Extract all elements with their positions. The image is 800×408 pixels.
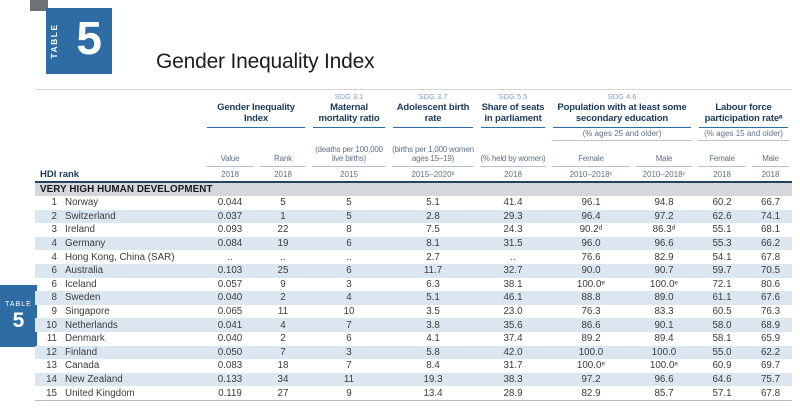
country-cell bbox=[35, 318, 203, 332]
value-cell: 7 bbox=[257, 346, 309, 360]
sdg-tag: SDG 4.6 bbox=[607, 92, 637, 102]
year-cell: 2018 bbox=[274, 169, 292, 179]
value-cell: 90.1 bbox=[633, 318, 695, 332]
value-cell: 3 bbox=[309, 346, 389, 360]
country-cell bbox=[35, 305, 203, 319]
value-cell: 100.0ᵉ bbox=[576, 360, 606, 372]
value-cell: 89.0 bbox=[633, 291, 695, 305]
section-title: VERY HIGH HUMAN DEVELOPMENT bbox=[35, 183, 792, 196]
value-cell: 3.5 bbox=[426, 306, 440, 318]
country-cell bbox=[35, 332, 203, 346]
country-name: Finland bbox=[65, 346, 98, 358]
value-cell: 65.9 bbox=[760, 333, 781, 345]
col-header-educ-male: Male bbox=[633, 141, 695, 167]
value-cell: 29.3 bbox=[477, 210, 549, 224]
value-cell: 6 bbox=[346, 333, 352, 345]
value-cell: 41.4 bbox=[503, 197, 523, 209]
hdi-rank-value: 12 bbox=[46, 346, 57, 358]
value-cell: 0.037 bbox=[203, 210, 257, 224]
value-cell: 61.1 bbox=[695, 291, 749, 305]
value-cell: 80.6 bbox=[760, 278, 781, 290]
col-header-lfp-female: Female bbox=[695, 141, 749, 167]
value-cell: 35.6 bbox=[477, 318, 549, 332]
value-cell: 76.3 bbox=[581, 306, 601, 318]
table-row bbox=[35, 278, 792, 292]
value-cell: 27 bbox=[277, 387, 289, 399]
col-header-abr-unit: (births per 1,000 women ages 15–19) bbox=[389, 141, 477, 167]
table-row bbox=[35, 346, 792, 360]
table-row bbox=[35, 210, 792, 224]
value-cell: 100.0ᵉ bbox=[649, 278, 679, 290]
value-cell: 18 bbox=[277, 360, 289, 372]
value-cell: 19 bbox=[257, 237, 309, 251]
group-header-labour-force bbox=[695, 92, 792, 128]
col-header-rank: Rank bbox=[257, 141, 309, 167]
table-row bbox=[35, 318, 792, 332]
value-cell: 100.0 bbox=[549, 346, 633, 360]
group-header-seats-parliament bbox=[477, 92, 549, 128]
value-cell: 67.8 bbox=[760, 387, 781, 399]
group-header-maternal-mortality bbox=[309, 92, 389, 128]
value-cell: 100.0 bbox=[633, 346, 695, 360]
group-header-secondary-education bbox=[549, 92, 695, 128]
hdi-rank-value: 9 bbox=[51, 306, 57, 318]
hdi-rank-value: 10 bbox=[46, 319, 57, 331]
country-cell bbox=[35, 196, 203, 210]
year-cell: 2018 bbox=[761, 169, 780, 179]
year-cell: 2015 bbox=[340, 169, 358, 179]
value-cell: 6 bbox=[309, 264, 389, 278]
value-cell: 5 bbox=[309, 210, 389, 224]
value-cell: 57.1 bbox=[712, 387, 732, 399]
year-cell: 2010–2018ᶜ bbox=[642, 169, 686, 179]
table-row bbox=[35, 386, 792, 400]
value-cell: 66.7 bbox=[760, 197, 781, 209]
value-cell: 3 bbox=[346, 278, 352, 290]
value-cell: .. bbox=[510, 251, 516, 263]
country-cell bbox=[35, 210, 203, 224]
value-cell: 69.7 bbox=[760, 360, 781, 372]
value-cell: 7 bbox=[309, 318, 389, 332]
value-cell: 86.6 bbox=[549, 318, 633, 332]
country-name: Australia bbox=[65, 265, 104, 277]
value-cell: 0.050 bbox=[203, 346, 257, 360]
value-cell: 90.0 bbox=[549, 264, 633, 278]
country-cell bbox=[35, 223, 203, 237]
value-cell: 28.9 bbox=[503, 387, 523, 399]
value-cell: .. bbox=[280, 251, 286, 263]
table-row bbox=[35, 264, 792, 278]
value-cell: 0.041 bbox=[203, 318, 257, 332]
group-title: Gender Inequality Index bbox=[207, 103, 305, 128]
hdi-rank-value: 15 bbox=[46, 387, 57, 399]
country-name: Ireland bbox=[65, 224, 95, 236]
table-row bbox=[35, 332, 792, 346]
value-cell: 0.093 bbox=[217, 224, 243, 236]
col-header-mmr-unit: (deaths per 100,000 live births) bbox=[309, 141, 389, 167]
value-cell: 0.057 bbox=[217, 278, 243, 290]
value-cell: 11.7 bbox=[389, 264, 477, 278]
table-row bbox=[35, 305, 792, 319]
value-cell: 60.5 bbox=[712, 306, 732, 318]
hdi-rank-value: 14 bbox=[46, 374, 57, 386]
value-cell: 67.8 bbox=[760, 251, 781, 263]
hdi-rank-value: 8 bbox=[51, 292, 57, 304]
value-cell: 97.2 bbox=[549, 373, 633, 387]
country-cell bbox=[35, 291, 203, 305]
value-cell: 96.0 bbox=[549, 237, 633, 251]
sdg-tag bbox=[695, 92, 792, 101]
value-cell: 72.1 bbox=[712, 278, 732, 290]
value-cell: 86.3ᵈ bbox=[652, 224, 676, 236]
value-cell: 68.9 bbox=[749, 318, 792, 332]
year-cell: 2018 bbox=[504, 169, 522, 179]
value-cell: 10 bbox=[343, 306, 355, 318]
value-cell: 5.1 bbox=[389, 291, 477, 305]
value-cell: 85.7 bbox=[654, 387, 674, 399]
hdi-rank-value: 6 bbox=[51, 278, 57, 290]
value-cell: 19.3 bbox=[389, 373, 477, 387]
value-cell: 5 bbox=[280, 197, 286, 209]
value-cell: 62.6 bbox=[695, 210, 749, 224]
value-cell: 2.7 bbox=[426, 251, 440, 263]
value-cell: 24.3 bbox=[503, 224, 523, 236]
value-cell: 55.1 bbox=[712, 224, 732, 236]
country-name: Sweden bbox=[65, 292, 101, 304]
value-cell: .. bbox=[346, 251, 352, 263]
value-cell: 89.2 bbox=[581, 333, 601, 345]
value-cell: 2.8 bbox=[389, 210, 477, 224]
country-cell bbox=[35, 359, 203, 373]
country-name: New Zealand bbox=[65, 374, 123, 386]
group-title: Population with at least some secondary education bbox=[553, 103, 691, 128]
value-cell: 0.044 bbox=[217, 197, 243, 209]
statistical-table bbox=[35, 92, 792, 401]
value-cell: 62.2 bbox=[749, 346, 792, 360]
value-cell: .. bbox=[227, 251, 233, 263]
table-row bbox=[35, 223, 792, 237]
value-cell: 55.3 bbox=[695, 237, 749, 251]
table-body-grid bbox=[35, 183, 792, 401]
col-header-value: Value bbox=[203, 141, 257, 167]
group-title: Adolescent birth rate bbox=[393, 103, 473, 128]
table-body bbox=[35, 183, 792, 400]
group-header-gii bbox=[203, 92, 309, 128]
labour-age-note: (% ages 15 and older) bbox=[695, 128, 792, 141]
table-header bbox=[35, 92, 792, 181]
value-cell: 22 bbox=[277, 224, 289, 236]
value-cell: 4 bbox=[257, 318, 309, 332]
value-cell: 100.0ᵉ bbox=[649, 360, 679, 372]
table-row bbox=[35, 237, 792, 251]
country-cell bbox=[35, 250, 203, 264]
hdi-rank-value: 3 bbox=[51, 224, 57, 236]
value-cell: 0.133 bbox=[203, 373, 257, 387]
table-row bbox=[35, 373, 792, 387]
value-cell: 58.1 bbox=[712, 333, 732, 345]
value-cell: 0.119 bbox=[218, 387, 242, 399]
value-cell: 66.2 bbox=[749, 237, 792, 251]
table-number-badge bbox=[46, 8, 112, 74]
country-name: Switzerland bbox=[65, 210, 116, 222]
value-cell: 11 bbox=[277, 306, 289, 318]
hdi-rank-value: 2 bbox=[51, 210, 57, 222]
side-tab-number: 5 bbox=[12, 309, 25, 332]
value-cell: 64.6 bbox=[695, 373, 749, 387]
table-row bbox=[35, 196, 792, 210]
value-cell: 8.1 bbox=[389, 237, 477, 251]
hdi-rank-value: 6 bbox=[51, 265, 57, 277]
country-cell bbox=[35, 346, 203, 360]
country-name: Netherlands bbox=[65, 319, 118, 331]
value-cell: 58.0 bbox=[695, 318, 749, 332]
hdi-rank-label: HDI rank bbox=[40, 168, 80, 180]
value-cell: 54.1 bbox=[712, 251, 732, 263]
country-cell bbox=[35, 386, 203, 400]
col-header-educ-female: Female bbox=[549, 141, 633, 167]
col-header-lfp-male: Male bbox=[749, 141, 792, 167]
value-cell: 90.2ᵈ bbox=[579, 224, 603, 236]
value-cell: 96.4 bbox=[549, 210, 633, 224]
value-cell: 5.1 bbox=[426, 197, 440, 209]
value-cell: 25 bbox=[257, 264, 309, 278]
value-cell: 60.9 bbox=[712, 360, 732, 372]
value-cell: 70.5 bbox=[749, 264, 792, 278]
value-cell: 96.1 bbox=[581, 197, 601, 209]
title-rule bbox=[35, 89, 792, 90]
hdi-rank-value: 1 bbox=[51, 197, 57, 209]
value-cell: 82.9 bbox=[654, 251, 674, 263]
value-cell: 32.7 bbox=[477, 264, 549, 278]
value-cell: 75.7 bbox=[749, 373, 792, 387]
value-cell: 0.103 bbox=[203, 264, 257, 278]
value-cell: 34 bbox=[257, 373, 309, 387]
value-cell: 8 bbox=[346, 224, 352, 236]
table-number: 5 bbox=[76, 12, 102, 65]
value-cell: 4 bbox=[309, 291, 389, 305]
value-cell: 6.3 bbox=[426, 278, 440, 290]
table-row bbox=[35, 250, 792, 264]
value-cell: 90.7 bbox=[633, 264, 695, 278]
value-cell: 76.6 bbox=[581, 251, 601, 263]
group-title: Labour force participation rateᵃ bbox=[699, 103, 788, 128]
value-cell: 6 bbox=[309, 237, 389, 251]
country-cell bbox=[35, 373, 203, 387]
spacer-cell bbox=[35, 92, 203, 128]
country-name: Canada bbox=[65, 360, 100, 372]
value-cell: 42.0 bbox=[477, 346, 549, 360]
group-title: Share of seats in parliament bbox=[481, 103, 545, 128]
value-cell: 0.040 bbox=[203, 291, 257, 305]
country-name: Iceland bbox=[65, 278, 97, 290]
col-header-seats-unit: (% held by women) bbox=[477, 141, 549, 167]
value-cell: 97.2 bbox=[633, 210, 695, 224]
value-cell: 8.4 bbox=[426, 360, 440, 372]
sdg-tag: SDG 5.5 bbox=[498, 92, 528, 102]
hdi-rank-value: 13 bbox=[46, 360, 57, 372]
value-cell: 82.9 bbox=[581, 387, 601, 399]
value-cell: 46.1 bbox=[477, 291, 549, 305]
group-header-adolescent-birth-rate bbox=[389, 92, 477, 128]
country-cell bbox=[35, 237, 203, 251]
country-name: United Kingdom bbox=[65, 387, 135, 399]
value-cell: 9 bbox=[280, 278, 286, 290]
table-word-label: TABLE bbox=[49, 23, 59, 59]
value-cell: 38.1 bbox=[503, 278, 523, 290]
country-name: Singapore bbox=[65, 306, 110, 318]
value-cell: 2 bbox=[280, 333, 286, 345]
hdi-rank-value: 4 bbox=[51, 251, 57, 263]
value-cell: 83.3 bbox=[654, 306, 674, 318]
sdg-tag: SDG 3.7 bbox=[418, 92, 448, 102]
value-cell: 68.1 bbox=[760, 224, 781, 236]
value-cell: 55.0 bbox=[695, 346, 749, 360]
value-cell: 31.5 bbox=[477, 237, 549, 251]
value-cell: 60.2 bbox=[712, 197, 732, 209]
value-cell: 7.5 bbox=[426, 224, 440, 236]
value-cell: 76.3 bbox=[760, 306, 781, 318]
side-page-tab bbox=[0, 285, 37, 347]
value-cell: 67.6 bbox=[749, 291, 792, 305]
table-row bbox=[35, 291, 792, 305]
value-cell: 94.8 bbox=[654, 197, 674, 209]
value-cell: 11 bbox=[309, 373, 389, 387]
value-cell: 2 bbox=[257, 291, 309, 305]
country-name: Norway bbox=[65, 197, 99, 209]
country-cell bbox=[35, 278, 203, 292]
year-cell: 2010–2018ᶜ bbox=[569, 169, 613, 179]
value-cell: 13.4 bbox=[423, 387, 443, 399]
value-cell: 96.6 bbox=[633, 237, 695, 251]
value-cell: 9 bbox=[346, 387, 352, 399]
value-cell: 4.1 bbox=[426, 333, 440, 345]
value-cell: 0.065 bbox=[217, 306, 243, 318]
value-cell: 0.083 bbox=[217, 360, 243, 372]
country-name: Denmark bbox=[65, 333, 105, 345]
side-tab-table-label: TABLE bbox=[5, 301, 32, 308]
value-cell: 23.0 bbox=[503, 306, 523, 318]
value-cell: 38.3 bbox=[477, 373, 549, 387]
hdi-rank-value: 11 bbox=[46, 333, 57, 345]
value-cell: 0.084 bbox=[203, 237, 257, 251]
value-cell: 96.6 bbox=[633, 373, 695, 387]
value-cell: 74.1 bbox=[749, 210, 792, 224]
value-cell: 7 bbox=[346, 360, 352, 372]
hdi-rank-value: 4 bbox=[51, 238, 57, 250]
year-cell: 2015–2020ᵇ bbox=[411, 169, 455, 179]
sdg-tag: SDG 3.1 bbox=[334, 92, 364, 102]
section-header-row bbox=[35, 183, 792, 196]
group-title: Maternal mortality ratio bbox=[313, 103, 385, 128]
value-cell: 89.4 bbox=[654, 333, 674, 345]
value-cell: 5.8 bbox=[389, 346, 477, 360]
value-cell: 31.7 bbox=[503, 360, 523, 372]
value-cell: 3.8 bbox=[389, 318, 477, 332]
country-name: Germany bbox=[65, 238, 106, 250]
value-cell: 37.4 bbox=[503, 333, 523, 345]
value-cell: 59.7 bbox=[695, 264, 749, 278]
year-cell: 2018 bbox=[221, 169, 239, 179]
sdg-tag bbox=[203, 92, 309, 101]
value-cell: 100.0ᵉ bbox=[576, 278, 606, 290]
education-age-note: (% ages 25 and older) bbox=[549, 128, 695, 141]
page-title: Gender Inequality Index bbox=[156, 50, 375, 73]
country-cell bbox=[35, 264, 203, 278]
country-name: Hong Kong, China (SAR) bbox=[65, 251, 175, 263]
value-cell: 88.8 bbox=[549, 291, 633, 305]
table-row bbox=[35, 359, 792, 373]
value-cell: 0.040 bbox=[217, 333, 243, 345]
value-cell: 5 bbox=[346, 197, 352, 209]
year-cell: 2018 bbox=[713, 169, 731, 179]
value-cell: 1 bbox=[257, 210, 309, 224]
